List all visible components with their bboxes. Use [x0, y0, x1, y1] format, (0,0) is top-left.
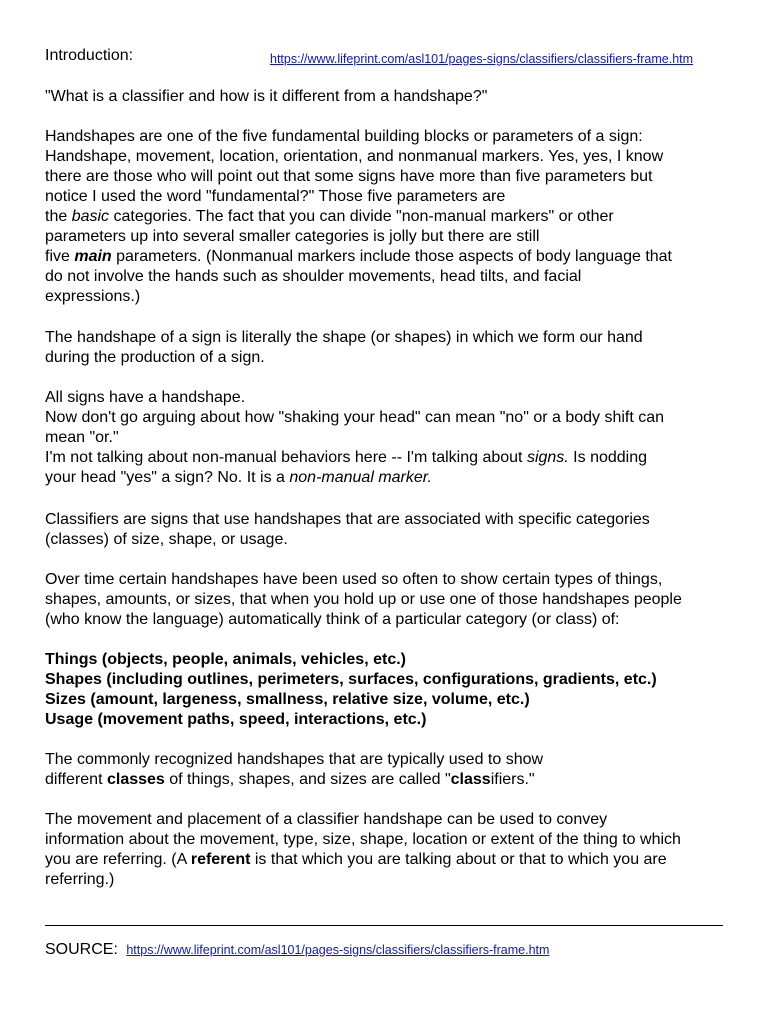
source-link[interactable]: https://www.lifeprint.com/asl101/pages-signs/classifiers/classifiers-frame.htm — [126, 943, 550, 957]
emphasis-class: class — [450, 771, 491, 788]
intro-line — [45, 46, 735, 66]
category-item: Sizes (amount, largeness, smallness, relative size, volume, etc.) — [45, 691, 530, 708]
emphasis-main: main — [74, 248, 112, 265]
category-item: Things (objects, people, animals, vehicles, etc.) — [45, 651, 406, 668]
horizontal-divider — [45, 925, 723, 926]
emphasis-classes: classes — [106, 771, 165, 788]
source-label: SOURCE: — [45, 941, 118, 958]
paragraph-over-time: Over time certain handshapes have been used so often to show certain types of things, shapes, amounts, or sizes, that when you hold up or use one of those handshapes people (who know the language) automatically think of a particular category (or class) of: — [45, 571, 682, 628]
emphasis-non-manual-marker: non-manual marker. — [289, 469, 432, 486]
category-item: Shapes (including outlines, perimeters, surfaces, configurations, gradients, etc.) — [45, 671, 657, 688]
paragraph-classifiers: Classifiers are signs that use handshapes that are associated with specific categories (classes) of size, shape, or usage. — [45, 511, 650, 548]
paragraph-commonly-recognized: The commonly recognized handshapes that are typically used to show different classes of things, shapes, and sizes are called "classifiers." — [45, 751, 544, 788]
paragraph-fundamentals: Handshapes are one of the five fundamental building blocks or parameters of a sign: Handshape, movement, location, orientation, and nonmanual markers. Yes, yes, I know there are those who will point out that some signs have more than five parameters but notice I used the word "fundamental?" Those five parameters are the basic categories. The fact that you can divide "non-manual markers" or other parameters up into several smaller categories is jolly but there are still five main parameters. (Nonmanual markers include those aspects of body language that do not involve the hands such as shoulder movements, head tilts, and facial expressions.) — [45, 128, 672, 305]
emphasis-basic: basic — [71, 208, 110, 225]
emphasis-referent: referent — [190, 851, 251, 868]
question-text: "What is a classifier and how is it different from a handshape?" — [45, 88, 488, 105]
emphasis-signs: signs. — [526, 449, 569, 466]
category-item: Usage (movement paths, speed, interactions, etc.) — [45, 711, 427, 728]
paragraph-movement-placement: The movement and placement of a classifier handshape can be used to convey information about the movement, type, size, shape, location or extent of the thing to which you are referring. (A referent is that which you are talking about or that to which you are referring.) — [45, 811, 681, 888]
intro-link[interactable]: https://www.lifeprint.com/asl101/pages-signs/classifiers/classifiers-frame.htm — [270, 52, 694, 66]
intro-label: Introduction: — [45, 47, 134, 64]
source-line — [45, 940, 735, 960]
category-list — [45, 650, 735, 730]
paragraph-handshape-definition: The handshape of a sign is literally the shape (or shapes) in which we form our hand during the production of a sign. — [45, 329, 643, 366]
paragraph-all-signs: All signs have a handshape. Now don't go arguing about how "shaking your head" can mean "no" or a body shift can mean "or." I'm not talking about non-manual behaviors here -- I'm talking about signs. Is nodding your head "yes" a sign? No. It is a non-manual marker. — [45, 389, 665, 486]
